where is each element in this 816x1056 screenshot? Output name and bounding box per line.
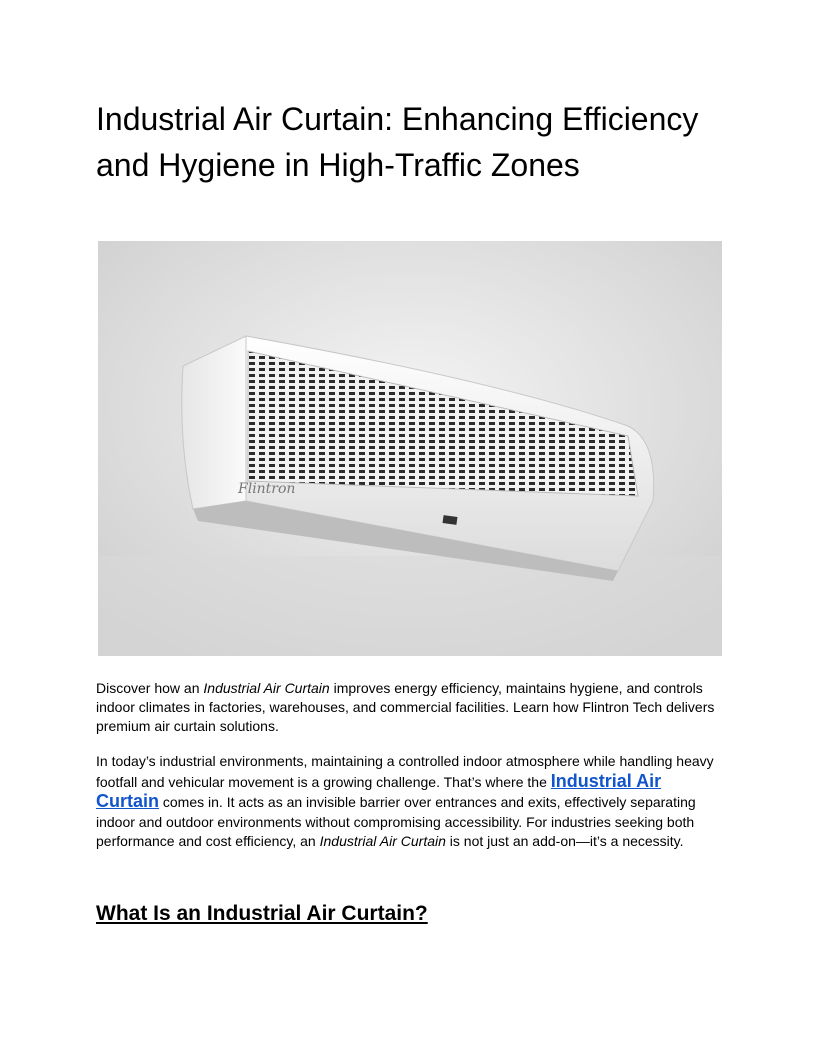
body-paragraph: In today’s industrial environments, maintaining a controlled indoor atmosphere while handling heavy footfall and vehicular movement is a growing challenge. That’s where the Industrial Air Curtain comes in. It acts as an invisible barrier over entrances and exits, effectively separating indoor and outdoor environments without compromising accessibility. For industries seeking both performance and cost efficiency, an Industrial Air Curtain is not just an add-on—it’s a necessity. [96,753,714,849]
intro-paragraph: Discover how an Industrial Air Curtain improves energy efficiency, maintains hygiene, and controls indoor climates in factories, warehouses, and commercial facilities. Learn how Flintron Tech delivers premium air curtain solutions. [96,680,715,734]
section-heading: What Is an Industrial Air Curtain? [96,902,428,925]
air-curtain-image [98,241,722,656]
air-curtain-illustration [98,241,722,656]
air-curtain-link[interactable]: Industrial Air Curtain [96,770,662,811]
page-title: Industrial Air Curtain: Enhancing Efficiency and Hygiene in High-Traffic Zones [96,101,699,183]
brand-logo: Flintron [238,481,296,497]
